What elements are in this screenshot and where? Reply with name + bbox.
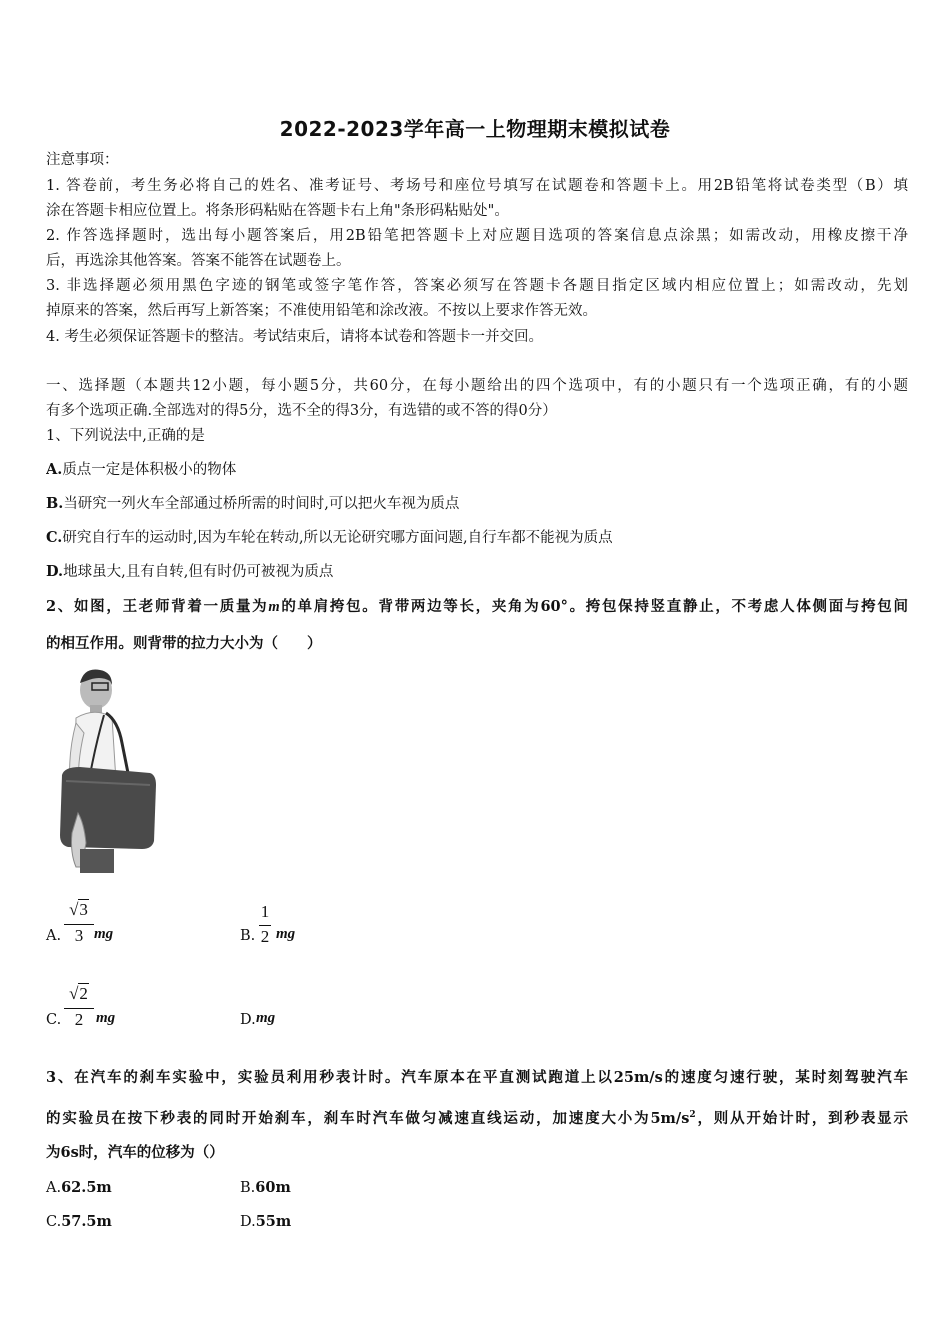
fraction [256,902,274,952]
option-label: C. [46,529,63,546]
q3-stem-part: 的实验员在按下秒表的同时开始刹车，刹车时汽车做匀减速直线运动，加速度大小为5m/s [46,1109,690,1127]
option-text: 62.5m [61,1179,112,1196]
notice-line: 3. 非选择题必须用黑色字迹的钢笔或签字笔作答，答案必须写在答题卡各题目指定区域内相应位置上；如需改动，先划 [46,278,908,294]
option-label: D. [240,1214,256,1230]
section-heading-cont: 有多个选项正确.全部选对的得5分，选不全的得3分，有选错的或不答的得0分） [46,403,557,419]
fraction-bar [64,924,94,925]
notice-heading: 注意事项： [46,152,119,168]
fraction-bar [64,1008,94,1009]
mg-symbol: mg [96,1010,116,1026]
q3-stem: 3、在汽车的刹车实验中，实验员利用秒表计时。汽车原本在平直测试跑道上以25m/s的速度匀速行驶，某时刻驾驶汽车 [46,1069,908,1086]
q3-option-a [46,1178,112,1198]
q2-stem-part: 的单肩挎包。背带两边等长，夹角为60°。挎包保持竖直静止，不考虑人体侧面与挎包间 [279,598,908,615]
fraction-numerator: √3 [69,900,88,919]
option-label: A. [46,461,63,478]
q3-stem-part: ，则从开始计时，到秒表显示 [695,1109,908,1127]
radicand: 3 [79,900,88,919]
fraction-numerator: 1 [260,902,270,921]
fraction-denominator: 2 [260,927,270,946]
radicand: 2 [79,984,88,1003]
mass-symbol: m [268,599,280,615]
notice-line: 1. 答卷前，考生务必将自己的姓名、准考证号、考场号和座位号填写在试题卷和答题卡上。用2B铅笔将试卷类型（B）填 [46,178,908,194]
option-label: C. [46,1214,62,1230]
option-label: D. [240,1012,256,1028]
fraction-bar [259,925,271,926]
fraction-denominator: 2 [74,1010,84,1029]
q2-stem [46,597,908,617]
fraction-denominator: 3 [74,926,84,945]
exponent: 2 [689,1110,696,1120]
q1-option-b [46,494,908,514]
teacher-with-shoulder-bag-image [56,663,166,873]
option-label: A. [46,1180,62,1196]
q3-option-b [240,1178,291,1198]
option-text: 60m [255,1179,291,1196]
fraction-numerator: √2 [69,984,88,1003]
option-text: 55m [255,1213,292,1230]
option-label: B. [46,495,64,512]
q2-stem-part: 2、如图，王老师背着一质量为 [46,598,269,615]
q3-stem-cont: 为6s时，汽车的位移为（） [46,1144,224,1161]
option-label: D. [46,563,64,580]
option-label: C. [46,1012,62,1028]
option-text: 研究自行车的运动时,因为车轮在转动,所以无论研究哪方面问题,自行车都不能视为质点 [62,530,613,546]
notice-line: 涂在答题卡相应位置上。将条形码粘贴在答题卡右上角"条形码粘贴处"。 [46,203,509,219]
q1-option-d [46,562,908,582]
mg-symbol: mg [94,926,114,942]
notice-line: 掉原来的答案，然后再写上新答案；不准使用铅笔和涂改液。不按以上要求作答无效。 [46,303,597,319]
q3-option-d [240,1212,291,1232]
notice-line: 后，再选涂其他答案。答案不能答在试题卷上。 [46,253,351,269]
fraction [62,900,96,950]
q3-option-c [46,1212,112,1232]
option-text: 质点一定是体积极小的物体 [62,462,237,478]
q3-stem-cont [46,1105,908,1129]
notice-line: 2. 作答选择题时，选出每小题答案后，用2B铅笔把答题卡上对应题目选项的答案信息点涂黑；如需改动，用橡皮擦干净 [46,228,908,244]
q2-stem-cont: 的相互作用。则背带的拉力大小为（ ） [46,635,322,652]
option-text: 57.5m [61,1213,112,1230]
section-heading: 一、选择题（本题共12小题，每小题5分，共60分，在每小题给出的四个选项中，有的小题只有一个选项正确，有的小题 [46,378,908,394]
q1-option-c [46,528,908,548]
fraction [62,984,96,1034]
option-label: B. [240,1180,256,1196]
q1-option-a [46,460,908,480]
notice-line: 4. 考生必须保证答题卡的整洁。考试结束后，请将本试卷和答题卡一并交回。 [46,329,543,345]
q1-stem: 1、下列说法中,正确的是 [46,428,205,444]
mg-symbol: mg [276,926,296,942]
option-text: 地球虽大,且有自转,但有时仍可被视为质点 [63,564,334,580]
option-label: B. [240,928,256,944]
option-label: A. [46,928,62,944]
page-title: 2022-2023学年高一上物理期末模拟试卷 [279,117,671,141]
mg-symbol: mg [256,1010,276,1026]
option-text: 当研究一列火车全部通过桥所需的时间时,可以把火车视为质点 [63,496,460,512]
